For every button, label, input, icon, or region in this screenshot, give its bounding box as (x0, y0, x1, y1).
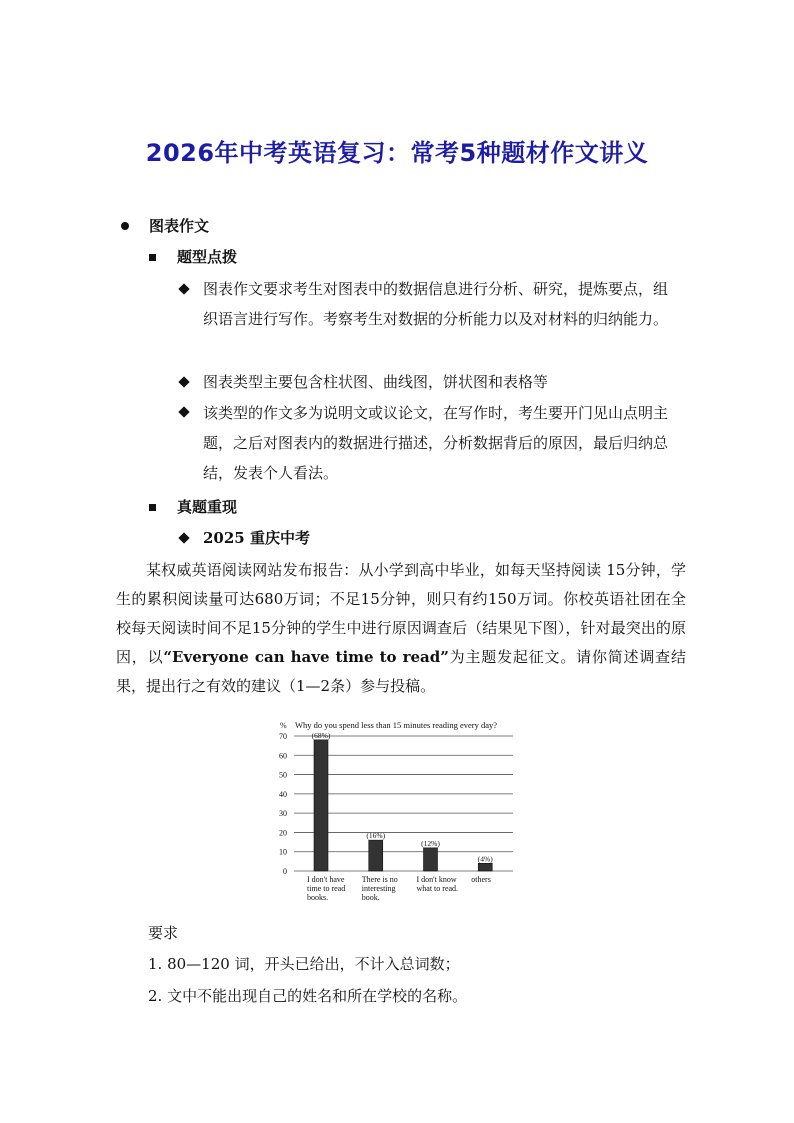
prompt-paragraph (116, 556, 686, 701)
section-heading: 图表作文 (149, 217, 210, 235)
prompt-text-after: 为主题发起征文。请你简述调查结果，提出行之有效的建议（1—2条）参与投稿。 (116, 648, 686, 695)
requirements-heading: 要求 (148, 924, 179, 942)
x-category-label: what to read. (416, 884, 459, 893)
bar-data-label: (12%) (421, 838, 440, 848)
y-axis-unit: % (280, 721, 287, 730)
y-tick-label: 30 (279, 809, 287, 819)
bar (424, 848, 438, 871)
x-category-label: I don't have (307, 875, 345, 884)
y-tick-label: 50 (279, 770, 287, 780)
bullet-square-icon (149, 254, 156, 261)
bullet-square-icon (149, 504, 156, 511)
bar (369, 840, 383, 871)
bullet-item: 图表类型主要包含柱状图、曲线图，饼状图和表格等 (203, 373, 549, 391)
bullet-item: 图表作文要求考生对图表中的数据信息进行分析、研究，提炼要点，组织语言进行写作。考察考生对数据的分析能力以及对材料的归纳能力。 (203, 280, 669, 328)
x-category-label: time to read (307, 884, 346, 893)
y-tick-label: 60 (279, 751, 287, 761)
bullet-diamond-icon (178, 283, 189, 294)
prompt-topic: “Everyone can have time to read” (163, 648, 449, 666)
bullet-diamond-icon (178, 406, 189, 417)
x-category-label: book. (361, 893, 380, 902)
x-category-label: others (471, 875, 491, 884)
x-category-label: There is no (361, 875, 398, 884)
bullet-disc-icon (121, 222, 129, 230)
x-category-label: I don't know (416, 875, 457, 884)
bar-data-label: (16%) (366, 831, 386, 841)
bullet-item: 该类型的作文多为说明文或议论文，在写作时，考生要开门见山点明主题，之后对图表内的数据进行描述，分析数据背后的原因，最后归纳总结，发表个人看法。 (203, 404, 669, 482)
prompt-text: 某权威英语阅读网站发布报告：从小学到高中毕业，如每天坚持阅读 15分钟，学生的累积阅读量可达680万词；不足15分钟，则只有约150万词。你校英语社团在全校每天阅读时间不足15分钟的学生中进行原因调查后（结果见下图），针对最突出的原因，以 (116, 561, 686, 666)
chart-title: Why do you spend less than 15 minutes reading every day? (295, 720, 498, 730)
y-tick-label: 10 (279, 847, 287, 857)
y-tick-label: 0 (283, 867, 287, 876)
requirement-item: 1. 80—120 词，开头已给出，不计入总词数； (148, 955, 460, 973)
bullet-diamond-icon (178, 532, 189, 543)
subsection-heading: 题型点拨 (177, 248, 238, 266)
bullet-diamond-icon (178, 376, 189, 387)
bar-data-label: (4%) (477, 854, 493, 864)
document-title: 2026年中考英语复习：常考5种题材作文讲义 (145, 139, 649, 167)
subsection-heading: 真题重现 (177, 498, 238, 516)
x-category-label: books. (307, 893, 329, 902)
exam-label: 2025 重庆中考 (203, 529, 310, 547)
bar (314, 740, 328, 871)
bar-chart (268, 715, 526, 910)
x-category-label: interesting (361, 884, 396, 893)
requirement-item: 2. 文中不能出现自己的姓名和所在学校的名称。 (148, 987, 468, 1005)
y-tick-label: 70 (279, 732, 287, 741)
y-tick-label: 20 (279, 828, 287, 838)
bar-data-label: (68%) (311, 730, 331, 740)
bar (478, 863, 492, 871)
y-tick-label: 40 (279, 789, 287, 799)
